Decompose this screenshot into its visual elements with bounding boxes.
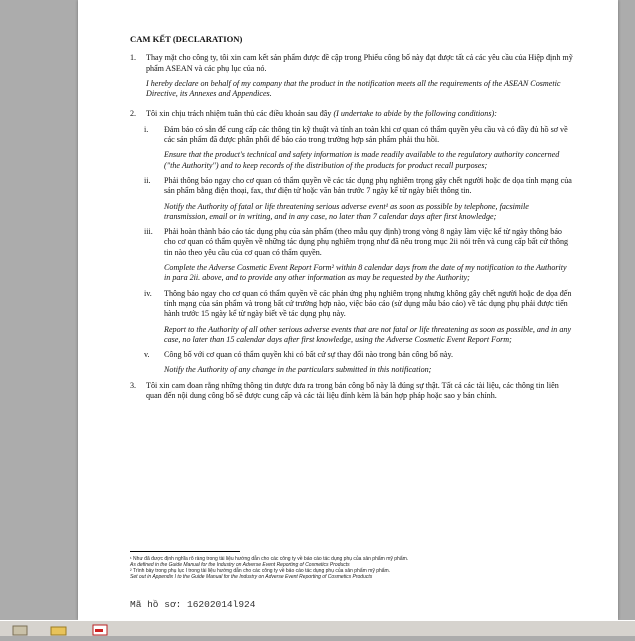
taskbar-button[interactable] bbox=[48, 623, 70, 635]
footnote-vi: ² Trình bày trong phụ lục I trong tài liệu hướng dẫn cho các công ty về báo cáo tác dụng phụ của sản phẩm mỹ phẩm. bbox=[130, 568, 391, 574]
item-text-vi: Thay mặt cho công ty, tôi xin cam kết sản phẩm được đề cập trong Phiếu công bố này đạt được tất cả các yêu cầu của Hiệp định mỹ phẩm ASEAN và các phụ lục của nó. bbox=[146, 53, 573, 73]
list-item bbox=[130, 381, 574, 402]
sub-item-text-vi: Đảm bảo có sẵn để cung cấp các thông tin kỹ thuật và tính an toàn khi cơ quan có thẩm quyền yêu cầu và có đầy đủ hồ sơ về các sản phẩm đã được phân phối để báo cáo trong trường hợp sản phẩm phải thu hồi. bbox=[164, 124, 568, 145]
taskbar-button[interactable] bbox=[10, 623, 32, 635]
list-item bbox=[130, 53, 574, 104]
app-icon bbox=[10, 624, 32, 636]
footnote-divider bbox=[130, 551, 240, 552]
item-number: 1. bbox=[130, 53, 137, 63]
sub-list-item bbox=[130, 289, 574, 345]
footnote-en: As defined in the Guide Manual for the Industry on Adverse Event Reporting of Cosmetics Products bbox=[130, 562, 350, 568]
sub-item-number: iv. bbox=[144, 288, 152, 298]
sub-item-number: i. bbox=[144, 124, 149, 134]
sub-item-text-en: Notify the Authority of any change in the particulars submitted in this notification; bbox=[164, 365, 432, 375]
item-text-en: (I undertake to abide by the following conditions): bbox=[333, 109, 497, 119]
sub-item-text-en: Notify the Authority of fatal or life threatening serious adverse event¹ as soon as possible by telephone, facsimile transmission, email or in writing, and in any case, no later than 7 calendar days after first knowledge; bbox=[164, 201, 529, 221]
footnote-vi: ¹ Như đã được định nghĩa rõ ràng trong tài liệu hướng dẫn cho các công ty về báo cáo tác dụng phụ của sản phẩm mỹ phẩm. bbox=[130, 556, 409, 562]
sub-list-item bbox=[130, 176, 574, 222]
sub-item-text-en: Ensure that the product's technical and safety information is made readily available to the regulatory authority concerned ("the Authority") and to keep records of the distribution of the products for product recall purposes; bbox=[164, 150, 560, 170]
pdf-icon bbox=[90, 624, 112, 636]
sub-list-item bbox=[130, 227, 574, 283]
sub-item-text-vi: Phải hoàn thành báo cáo tác dụng phụ của sản phẩm (theo mẫu quy định) trong vòng 8 ngày làm việc kể từ ngày thông báo cho cơ quan có thẩm quyền về những tác dụng phụ nghiêm trọng như đã nêu trong mục 2ii nói trên và cung cấp bất cứ thông tin nào theo yêu cầu của cơ quan có thẩm quyền. bbox=[164, 227, 569, 257]
item-number: 2. bbox=[130, 109, 137, 119]
item-text-vi: Tôi xin cam đoan rằng những thông tin được đưa ra trong bản công bố này là đúng sự thật. Tất cả các tài liệu, các thông tin liên quan đến nội dung công bố sẽ được cung cấp và các tài liệu đính kèm là bản hợp pháp hoặc sao y bản chính. bbox=[146, 380, 559, 401]
item-number: 3. bbox=[130, 380, 137, 390]
sub-item-text-vi: Thông báo ngay cho cơ quan có thẩm quyền về các phản ứng phụ nghiêm trọng nhưng không gây chết người hoặc đe dọa đến tính mạng của sản phẩm và trong bất cứ trường hợp nào, việc báo cáo (sử dụng mẫu báo cáo) về tác dụng phụ phải được tiến hành trước 15 ngày kể từ ngày biết về tác dụng phụ này. bbox=[164, 288, 572, 319]
sub-list-item bbox=[130, 125, 574, 171]
sub-item-text-en: Complete the Adverse Cosmetic Event Report Form² within 8 calendar days from the date of my notification to the Authority in para 2ii. above, and to provide any other information as may be requested by the Authority; bbox=[164, 263, 567, 283]
sub-item-number: iii. bbox=[144, 227, 153, 237]
item-text-vi: Tôi xin chịu trách nhiệm tuân thủ các điều khoản sau đây bbox=[146, 109, 332, 119]
sub-item-number: ii. bbox=[144, 175, 151, 185]
taskbar-button[interactable] bbox=[90, 623, 112, 635]
sub-item-number: v. bbox=[144, 350, 150, 360]
document-title: CAM KẾT (DECLARATION) bbox=[130, 34, 243, 44]
folder-icon bbox=[48, 624, 70, 636]
sub-item-text-vi: Phải thông báo ngay cho cơ quan có thẩm quyền về các tác dụng phụ nghiêm trọng gây chết người hoặc đe dọa tính mạng của sản phẩm bằng điện thoại, fax, thư điện tử hoặc văn bản trước 7 ngày kể từ ngày biết thông tin. bbox=[164, 175, 572, 196]
list-item bbox=[130, 109, 574, 119]
document-content bbox=[130, 34, 574, 406]
taskbar bbox=[0, 620, 635, 636]
file-code: Mã hồ sơ: 16202014l924 bbox=[130, 599, 256, 610]
sub-list-item bbox=[130, 350, 574, 376]
sub-item-text-vi: Công bố với cơ quan có thẩm quyền khi có bất cứ sự thay đổi nào trong bản công bố này. bbox=[164, 350, 454, 360]
document-page bbox=[78, 0, 618, 620]
item-text-en: I hereby declare on behalf of my company that the product in the notification meets all the requirements of the ASEAN Cosmetic Directive, its Annexes and Appendices. bbox=[146, 78, 561, 99]
sub-item-text-en: Report to the Authority of all other serious adverse events that are not fatal or life threatening as soon as possible, and in any case, no later than 15 calendar days after first knowledge, using the Adverse Cosmetic Event Report Form; bbox=[164, 324, 572, 344]
footnotes bbox=[130, 556, 570, 580]
footnote-en: Set out in Appendix I to the Guide Manual for the Industry on Adverse Event Reporting of Cosmetics Products bbox=[130, 574, 373, 580]
